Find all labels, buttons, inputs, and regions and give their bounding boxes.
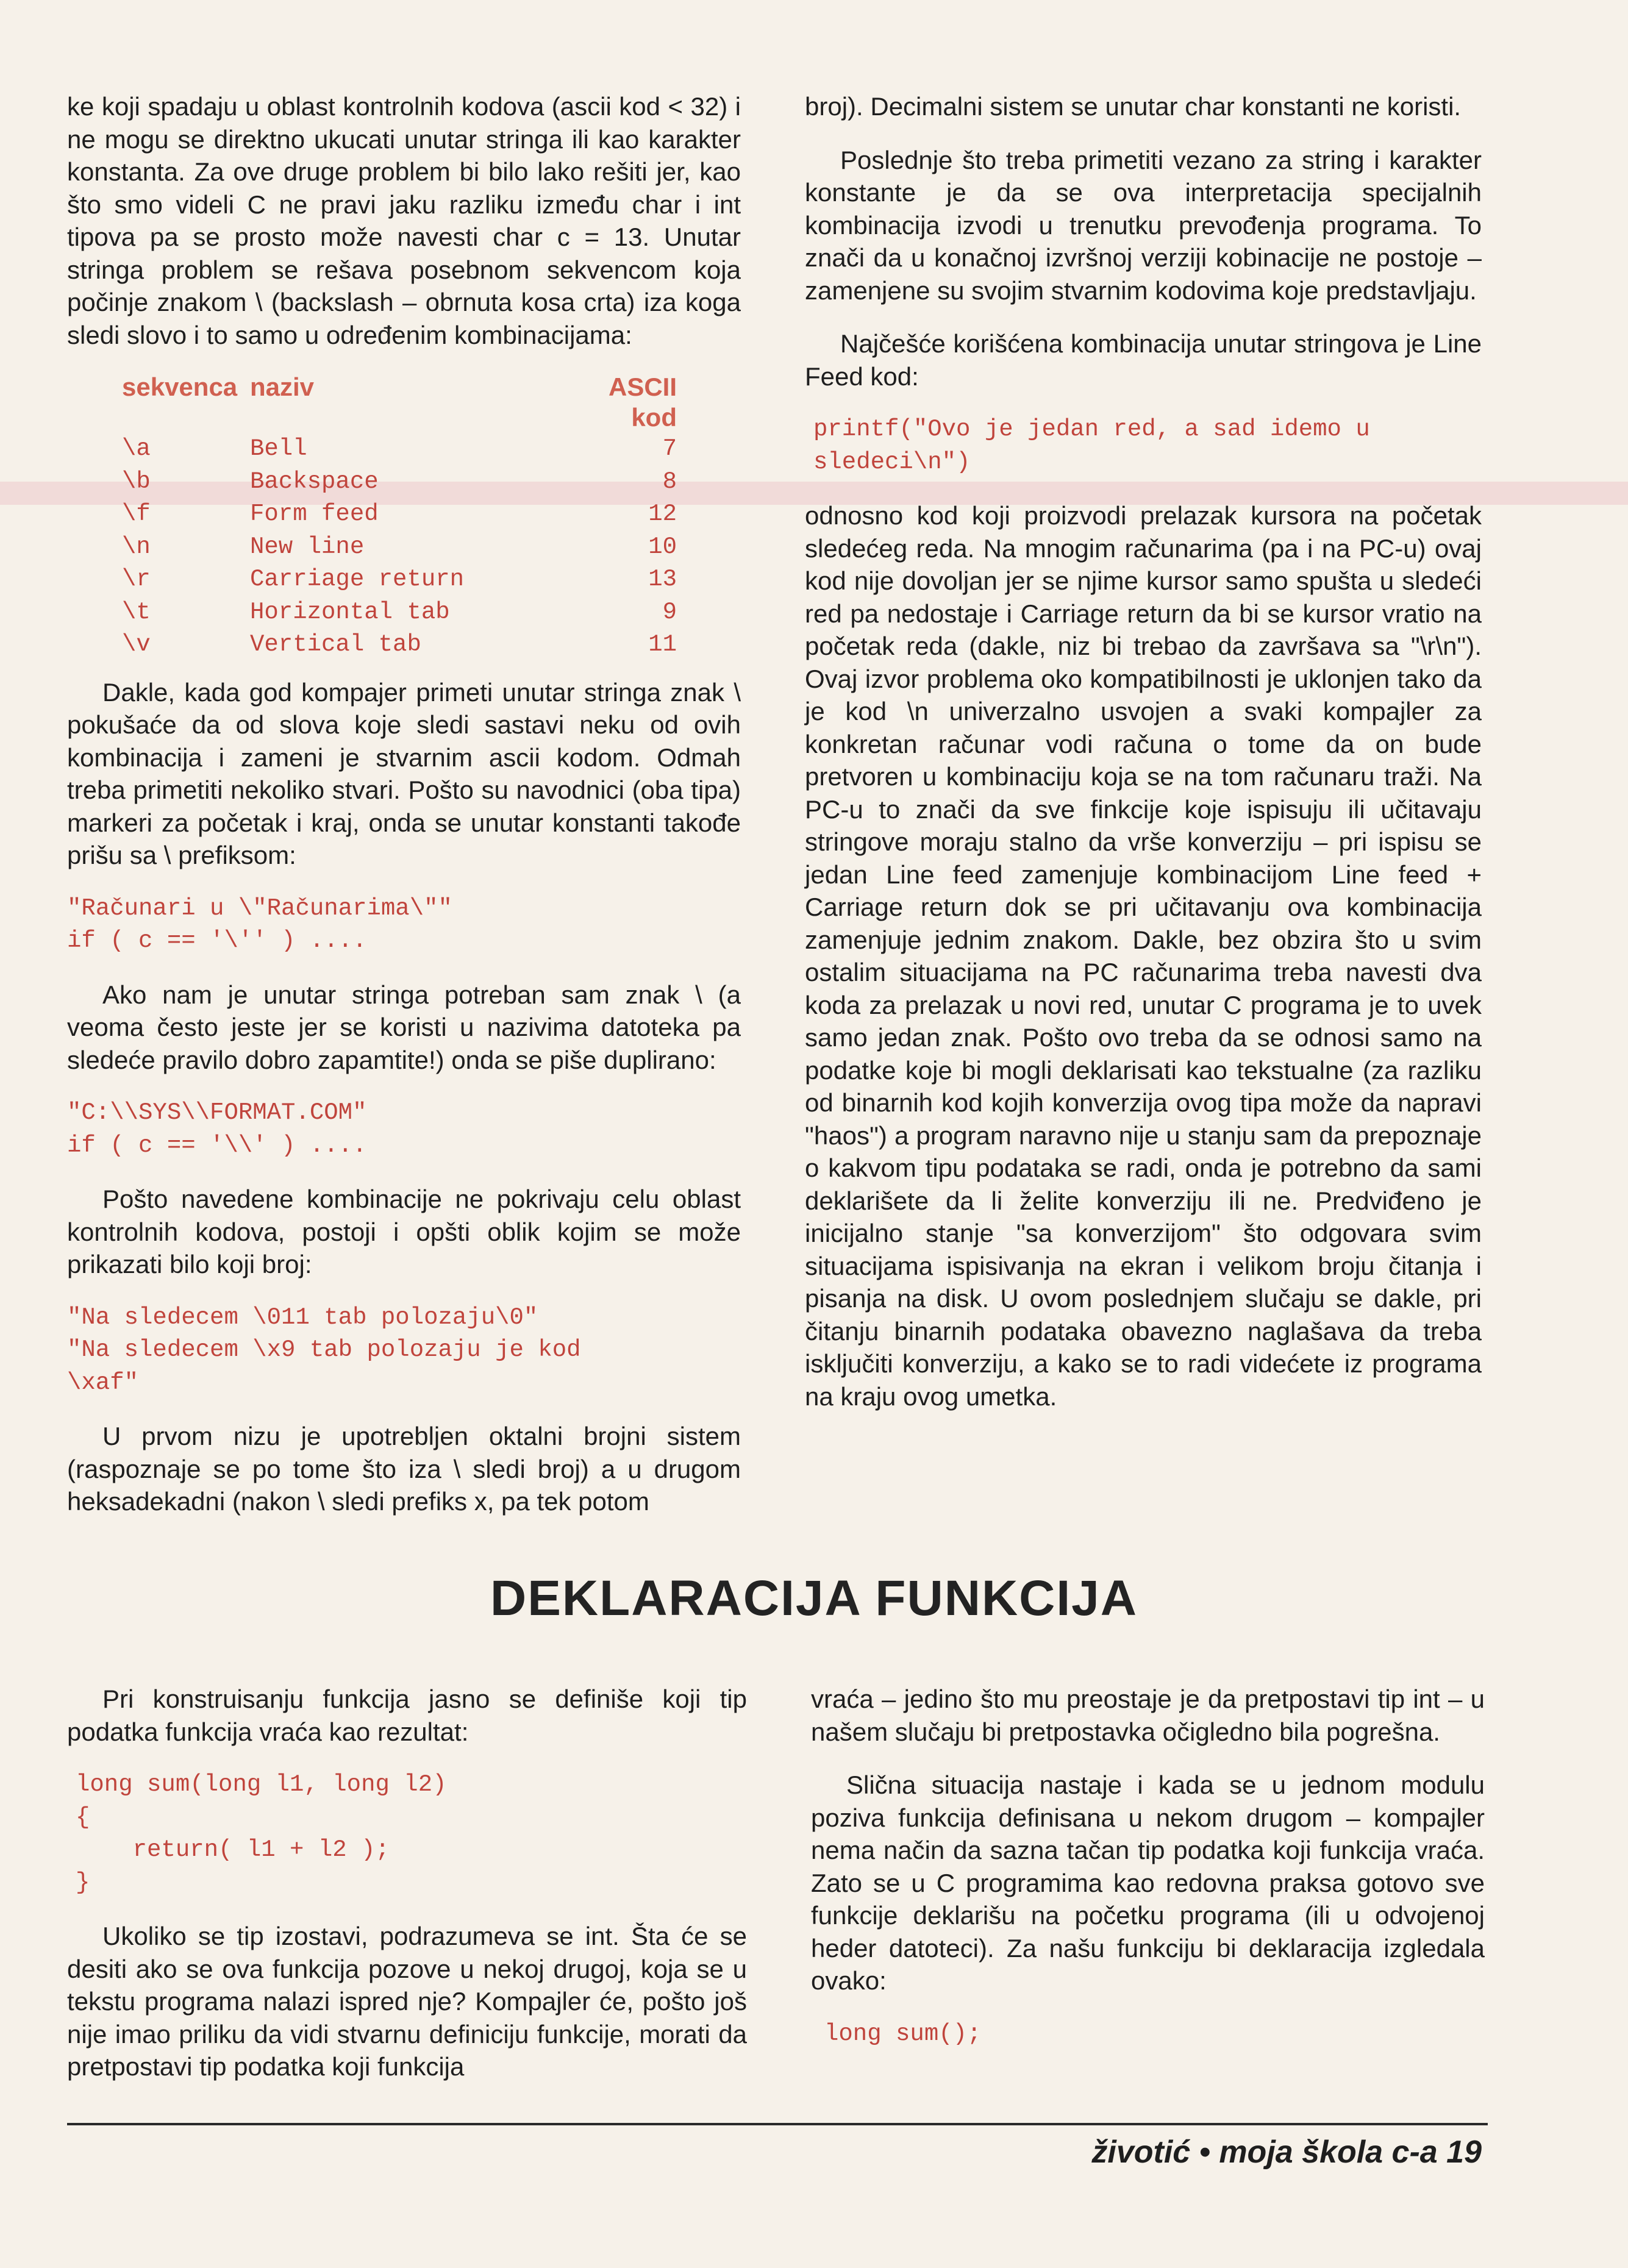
cell-name: Carriage return (250, 566, 465, 593)
table-row (67, 466, 741, 499)
cell-sequence: \b (122, 468, 151, 495)
cell-ascii: 7 (662, 435, 677, 462)
cell-ascii: 12 (648, 501, 677, 527)
code-block: long sum(); (824, 2020, 982, 2047)
paragraph: Najčešće korišćena kombinacija unutar stringova je Line Feed kod: (805, 329, 1482, 391)
escape-sequence-table (67, 372, 741, 661)
cell-sequence: \t (122, 598, 151, 626)
paragraph: Poslednje što treba primetiti vezano za string i karakter konstante je da se ova interpretacija specijalnih kombinacija izvodi u trenutku prevođenja programa. To znači da u konačnoj izvršnoj verziji kobinacije ne postoje – zamenjene su svojim stvarnim kodovima koje predstavljaju. (805, 145, 1482, 305)
table-row (67, 563, 741, 596)
cell-ascii: 13 (648, 566, 677, 593)
footer-rule (67, 2123, 1488, 2125)
table-row (67, 433, 741, 466)
code-block: "Računari u \"Računarima\"" if ( c == '\'' ) .... (67, 894, 452, 954)
paragraph: odnosno kod koji proizvodi prelazak kursora na početak sledećeg reda. Na mnogim računarima (pa i na PC-u) ovaj kod nije dovoljan jer se njime kursor samo spušta u sledeći red pa nedostaje i Carriage return da bi se kursor vratio na početak reda (dakle, niz bi trebao da završava sa "\r\n"). Ovaj izvor problema oko kompatibilnosti je uklonjen tako da je kod \n univerzalno usvojen a svaki kompajler za konkretan računar vodi računa o tome da on bude pretvoren u kombinaciju koja se na tom računaru traži. Na PC-u to znači da sve finkcije koje ispisuju ili učitavaju stringove moraju stalno da vrše konverziju – pri ispisu se jedan Line feed zamenjuje kombinacijom Line feed + Carriage return dok se pri učitavanju ova kombinacija zamenjuje jednim znakom. Dakle, bez obzira što u svim ostalim situacijama na PC računarima treba navesti dva koda za prelazak u novi red, unutar C programa je to uvek samo jedan znak. Pošto ovo treba da se odnosi samo na podatke koje bi mogli deklarisati kao tekstualne (za razliku od binarnih kod kojih konverzija ovog tipa može da napravi "haos") a program naravno nije u stanju sam da prepoznaje o kakvom tipu podataka se radi, onda je potrebno da sami deklarišete da li želite konverziju ili ne. Predviđeno je inicijalno stanje "sa konverzijom" što odgovara svim situacijama ispisivanja na ekran i velikom broju čitanja i pisanja na disk. U ovom poslednjem slučaju se dakle, pri čitanju binarnih podataka obavezno naglašava da treba isključiti konverziju, a kako se to radi videćete iz programa na kraju ovog umetka. (805, 501, 1482, 1411)
cell-sequence: \a (122, 435, 151, 462)
right-column-bottom (811, 1683, 1485, 2071)
paragraph: vraća – jedino što mu preostaje je da pretpostavi tip int – u našem slučaju bi pretpostavka očigledno bila pogrešna. (811, 1685, 1485, 1746)
paragraph: Slična situacija nastaje i kada se u jednom modulu poziva funkcija definisana u nekom drugom – kompajler nema način da sazna tačan tip podatka koji funkcija vraća. Zato se u C programima kao redovna praksa gotovo sve funkcije deklarišu na početku programa (ili u odvojenoj heder datoteci). Za našu funkciju bi deklaracija izgledala ovako: (811, 1771, 1485, 1995)
table-header (67, 372, 741, 433)
left-column-bottom (67, 1683, 747, 2104)
column-header-name: naziv (250, 373, 315, 401)
code-block: "Na sledecem \011 tab polozaju\0" "Na sledecem \x9 tab polozaju je kod \xaf" (67, 1303, 581, 1396)
cell-ascii: 10 (648, 533, 677, 560)
code-block: "C:\\SYS\\FORMAT.COM" if ( c == '\\' ) .... (67, 1099, 367, 1159)
paragraph: Pri konstruisanju funkcija jasno se definiše koji tip podatka funkcija vraća kao rezultat: (67, 1685, 747, 1746)
cell-name: Form feed (250, 501, 379, 527)
right-column-top (805, 90, 1482, 1433)
left-column-top (67, 90, 741, 1539)
table-row (67, 531, 741, 564)
table-row (67, 596, 741, 629)
cell-name: Backspace (250, 468, 379, 495)
paragraph: ke koji spadaju u oblast kontrolnih kodova (ascii kod < 32) i ne mogu se direktno ukucati unutar stringa ili kao karakter konstanta. Za ove druge problem bi bilo lako rešiti jer, kao što smo videli C ne pravi jaku razliku između char i int tipova pa se prosto može navesti char c = 13. Unutar stringa problem se rešava posebnom sekvencom koja počinje znakom \ (backslash – obrnuta kosa crta) iza koga sledi slovo i to samo u određenim kombinacijama: (67, 92, 741, 349)
paragraph: Pošto navedene kombinacije ne pokrivaju celu oblast kontrolnih kodova, postoji i opšti oblik kojim se može prikazati bilo koji broj: (67, 1185, 741, 1278)
code-block: printf("Ovo je jedan red, a sad idemo u sledeci\n") (813, 416, 1370, 476)
table-row (67, 498, 741, 531)
paragraph: Dakle, kada god kompajer primeti unutar stringa znak \ pokušaće da od slova koje sledi sastavi neku od ovih kombinacija i zameni je stvarnim ascii kodom. Odmah treba primetiti nekoliko stvari. Pošto su navodnici (oba tipa) markeri za početak i kraj, onda se unutar konstanti takođe prišu sa \ prefiksom: (67, 677, 741, 869)
cell-sequence: \r (122, 566, 151, 593)
cell-name: Bell (250, 435, 307, 462)
cell-ascii: 9 (662, 598, 677, 626)
cell-sequence: \f (122, 501, 151, 527)
column-header-ascii: ASCII kod (608, 373, 677, 432)
section-heading: DEKLARACIJA FUNKCIJA (490, 1571, 1138, 1626)
column-header-sequence: sekvenca (122, 373, 238, 401)
cell-name: Horizontal tab (250, 598, 450, 626)
paragraph: broj). Decimalni sistem se unutar char konstanti ne koristi. (805, 92, 1462, 121)
paragraph: Ukoliko se tip izostavi, podrazumeva se int. Šta će se desiti ako se ova funkcija pozove u nekoj drugoj, koja se u tekstu programa nalazi ispred nje? Kompajler će, pošto još nije imao priliku da vidi stvarnu definiciju funkcije, morati da pretpostavi tip podatka koji funkcija (67, 1922, 747, 2081)
cell-ascii: 11 (648, 631, 677, 658)
cell-ascii: 8 (662, 468, 677, 495)
cell-sequence: \v (122, 631, 151, 658)
paragraph: Ako nam je unutar stringa potreban sam znak \ (a veoma često jeste jer se koristi u nazivima datoteka pa sledeće pravilo dobro zapamtite!) onda se piše duplirano: (67, 980, 741, 1074)
code-block: long sum(long l1, long l2) { return( l1 + l2 ); } (76, 1771, 447, 1896)
cell-sequence: \n (122, 533, 151, 560)
table-row (67, 629, 741, 661)
paragraph: U prvom nizu je upotrebljen oktalni brojni sistem (raspoznaje se po tome što iza \ sledi broj) a u drugom heksadekadni (nakon \ sledi prefiks x, pa tek potom (67, 1422, 741, 1516)
cell-name: New line (250, 533, 365, 560)
cell-name: Vertical tab (250, 631, 421, 658)
page-footer: životić • moja škola c-a 19 (1091, 2134, 1482, 2170)
